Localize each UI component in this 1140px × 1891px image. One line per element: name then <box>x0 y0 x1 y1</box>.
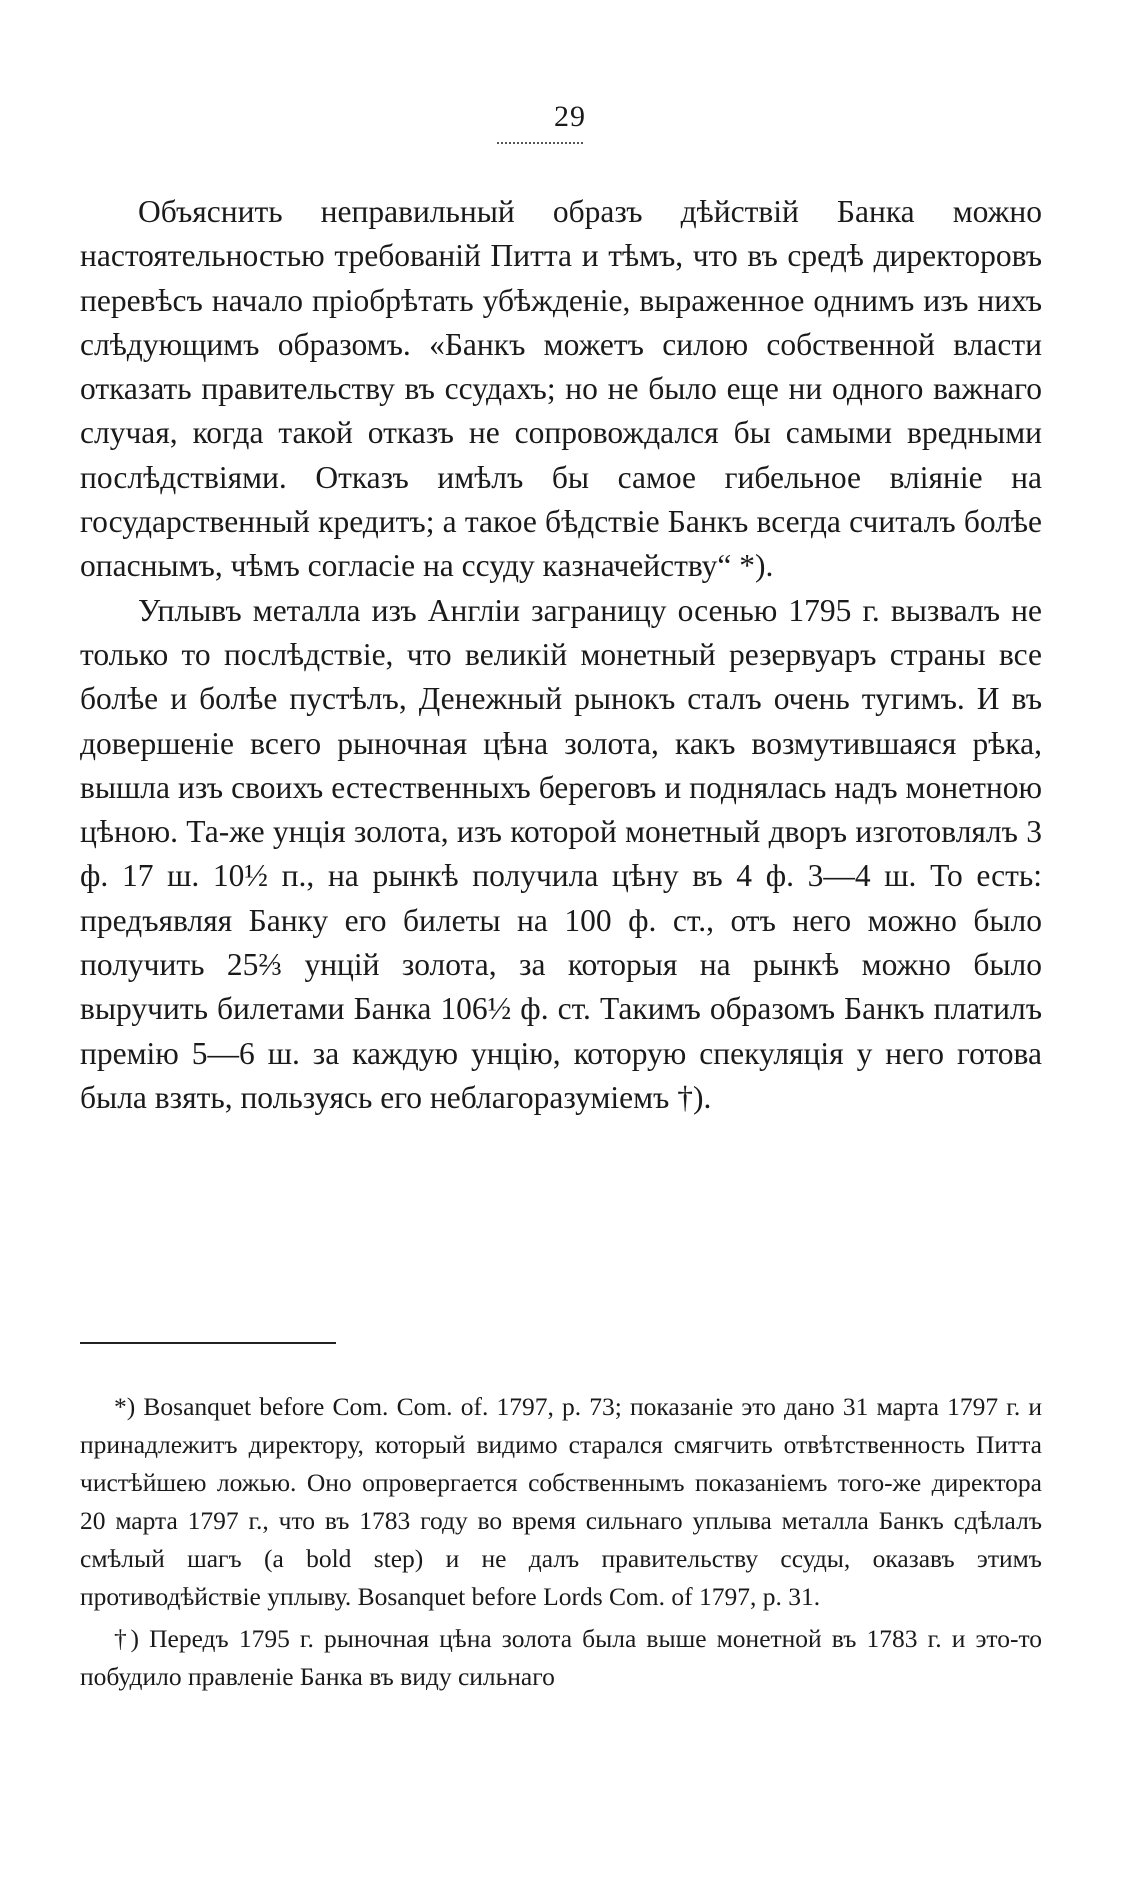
footnotes <box>80 1388 1042 1696</box>
main-text <box>80 190 1042 1120</box>
paragraph-1: Объяснить неправильный образъ дѣйствій Банка можно настоятельностью требованій Питта и тѣмъ, что въ средѣ директоровъ перевѣсъ начало пріобрѣтать убѣжденіе, выраженное однимъ изъ нихъ слѣдующимъ образомъ. «Банкъ можетъ силою собственной власти отказать правительству въ ссудахъ; но не было еще ни одного важнаго случая, когда такой отказъ не сопровождался бы самыми вредными послѣдствіями. Отказъ имѣлъ бы самое гибельное вліяніе на государственный кредитъ; а такое бѣдствіе Банкъ всегда считалъ болѣе опаснымъ, чѣмъ согласіе на ссуду казначейству“ *). <box>80 194 1042 584</box>
footnote-2: †) Передъ 1795 г. рыночная цѣна золота была выше монетной въ 1783 г. и это-то побудило правленіе Банка въ виду сильнаго <box>80 1624 1042 1691</box>
footnote-divider <box>80 1342 336 1344</box>
footnote-1: *) Bosanquet before Com. Com. of. 1797, p. 73; показаніе это дано 31 марта 1797 г. и принадлежитъ директору, который видимо старался смягчить отвѣтственность Питта чистѣйшею ложью. Оно опровергается собственнымъ показаніемъ того-же директора 20 марта 1797 г., что въ 1783 году во время сильнаго уплыва металла Банкъ сдѣлалъ смѣлый шагъ (a bold step) и не далъ правительству ссуды, оказавъ этимъ противодѣйствіе уплыву. Bosanquet before Lords Com. of 1797, p. 31. <box>80 1392 1042 1611</box>
paragraph-2: Уплывъ металла изъ Англіи заграницу осенью 1795 г. вызвалъ не только то послѣдствіе, что великій монетный резервуаръ страны все болѣе и болѣе пустѣлъ, Денежный рынокъ сталъ очень тугимъ. И въ довершеніе всего рыночная цѣна золота, какъ возмутившаяся рѣка, вышла изъ своихъ естественныхъ береговъ и поднялась надъ монетною цѣною. Та-же унція золота, изъ которой монетный дворъ изготовлялъ 3 ф. 17 ш. 10½ п., на рынкѣ получила цѣну въ 4 ф. 3—4 ш. То есть: предъявляя Банку его билеты на 100 ф. ст., отъ него можно было получить 25⅔ унцій золота, за которыя на рынкѣ можно было выручить билетами Банка 106½ ф. ст. Такимъ образомъ Банкъ платилъ премію 5—6 ш. за каждую унцію, которую спекуляція у него готова была взять, пользуясь его неблагоразуміемъ †). <box>80 592 1042 1115</box>
page-number: 29 <box>554 100 586 133</box>
page-number-rule <box>497 142 583 144</box>
